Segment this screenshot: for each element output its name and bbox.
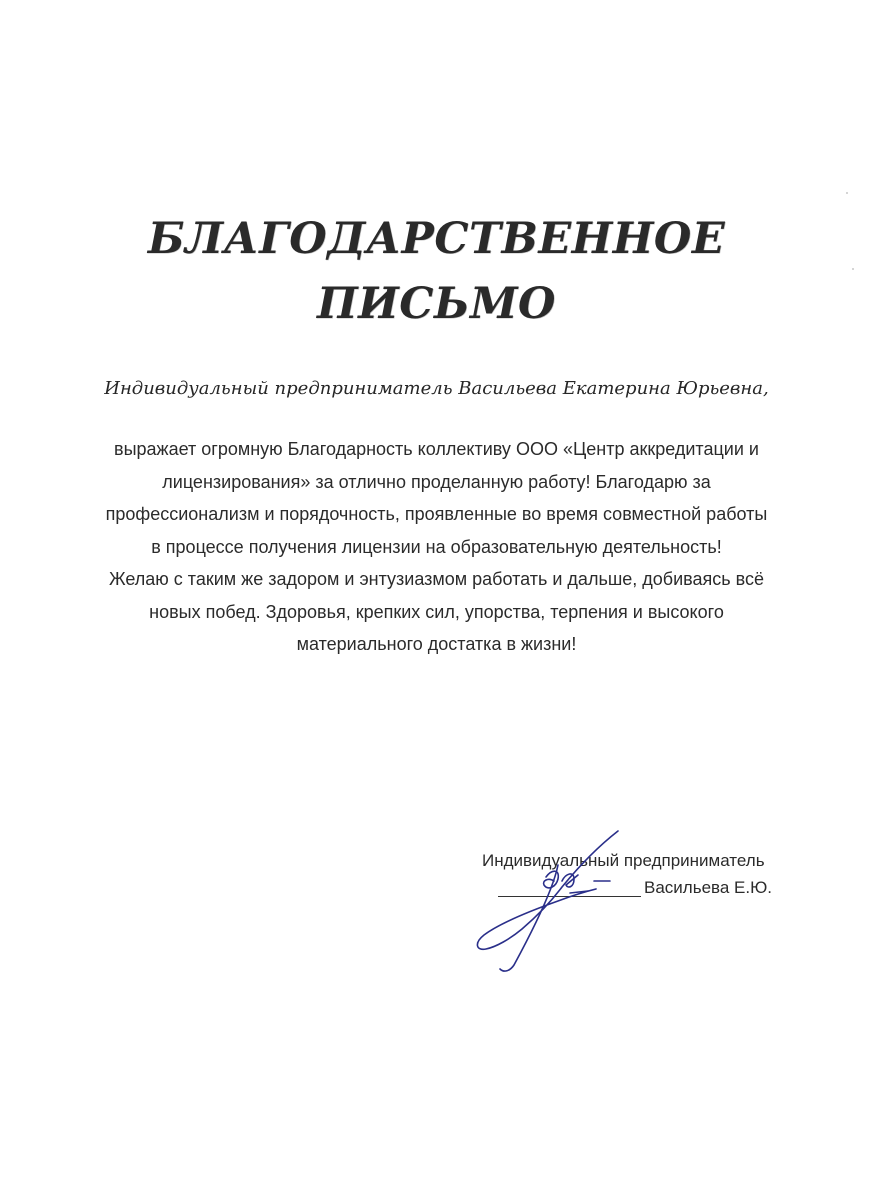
letter-body-line: новых побед. Здоровья, крепких сил, упорства, терпения и высокого: [149, 601, 724, 622]
signature-name: Васильева Е.Ю.: [644, 878, 772, 897]
letter-addressee: Индивидуальный предприниматель Васильева Екатерина Юрьевна,: [104, 378, 769, 399]
letter-body-line: Желаю с таким же задором и энтузиазмом работать и дальше, добиваясь всё: [108, 569, 765, 589]
letter-body-line: в процессе получения лицензии на образовательную деятельность!: [151, 536, 722, 557]
letter-body-line: профессионализм и порядочность, проявленные во время совместной работы: [105, 504, 768, 524]
letter-title-line-2: ПИСЬМО: [316, 279, 557, 329]
letter-body-line: материального достатка в жизни!: [296, 634, 577, 654]
letter-title-line-1: БЛАГОДАРСТВЕННОЕ: [147, 214, 726, 264]
letter-body-line: выражает огромную Благодарность коллективу ООО «Центр аккредитации и: [114, 439, 759, 459]
handwritten-signature-icon: [470, 825, 630, 975]
letter-body-line: лицензирования» за отлично проделанную работу! Благодарю за: [162, 471, 711, 492]
letter-body: [90, 433, 783, 661]
paper-speck: [846, 192, 848, 194]
signature-position: Индивидуальный предприниматель: [482, 851, 765, 870]
paper-speck: [852, 268, 854, 270]
